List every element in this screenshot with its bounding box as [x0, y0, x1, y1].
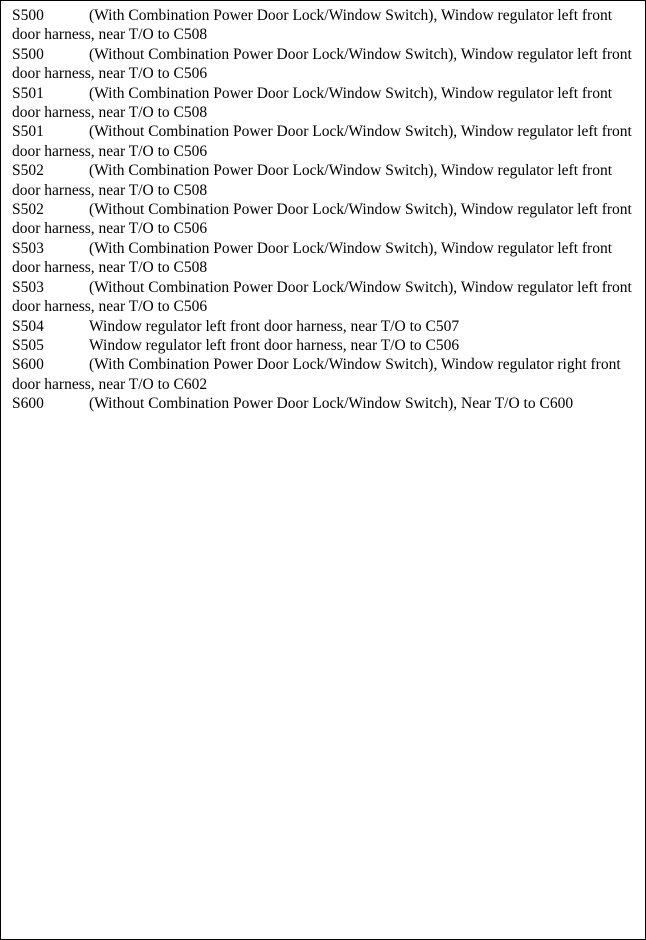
splice-code: S600	[12, 395, 44, 413]
list-item	[12, 317, 637, 336]
splice-code: S502	[12, 201, 44, 219]
list-item	[12, 239, 637, 278]
list-item	[12, 200, 637, 239]
splice-list	[12, 6, 637, 414]
splice-description: (Without Combination Power Door Lock/Window Switch), Window regulator left front door harness, near T/O to C506	[12, 123, 632, 160]
splice-description: (Without Combination Power Door Lock/Window Switch), Window regulator left front door harness, near T/O to C506	[12, 45, 632, 83]
splice-code: S503	[12, 278, 44, 296]
splice-code: S500	[12, 7, 44, 24]
list-item	[12, 6, 637, 45]
splice-description: (Without Combination Power Door Lock/Window Switch), Window regulator left front door harness, near T/O to C506	[12, 278, 632, 316]
list-item	[12, 161, 637, 200]
splice-description: (With Combination Power Door Lock/Window Switch), Window regulator right front door harness, near T/O to C602	[12, 356, 621, 393]
splice-code: S501	[12, 84, 44, 102]
splice-code: S500	[12, 45, 44, 63]
list-item	[12, 278, 637, 317]
splice-description: Window regulator left front door harness, near T/O to C507	[89, 317, 460, 335]
list-item	[12, 394, 637, 413]
splice-code: S504	[12, 317, 44, 335]
splice-code: S505	[12, 336, 44, 354]
splice-description: (With Combination Power Door Lock/Window Switch), Window regulator left front door harness, near T/O to C508	[12, 84, 613, 122]
list-item	[12, 84, 637, 123]
splice-description: (With Combination Power Door Lock/Window Switch), Window regulator left front door harness, near T/O to C508	[12, 162, 613, 199]
list-item	[12, 336, 637, 355]
list-item	[12, 355, 637, 394]
splice-description: (With Combination Power Door Lock/Window Switch), Window regulator left front door harness, near T/O to C508	[12, 239, 613, 277]
splice-code: S502	[12, 162, 44, 180]
list-item	[12, 122, 637, 161]
splice-description: (With Combination Power Door Lock/Window Switch), Window regulator left front door harness, near T/O to C508	[12, 7, 613, 44]
splice-description: (Without Combination Power Door Lock/Window Switch), Near T/O to C600	[89, 395, 574, 413]
list-item	[12, 45, 637, 84]
splice-code: S600	[12, 356, 44, 374]
splice-description: Window regulator left front door harness, near T/O to C506	[89, 336, 460, 354]
splice-description: (Without Combination Power Door Lock/Window Switch), Window regulator left front door harness, near T/O to C506	[12, 201, 632, 238]
splice-code: S503	[12, 239, 44, 257]
splice-code: S501	[12, 123, 44, 141]
